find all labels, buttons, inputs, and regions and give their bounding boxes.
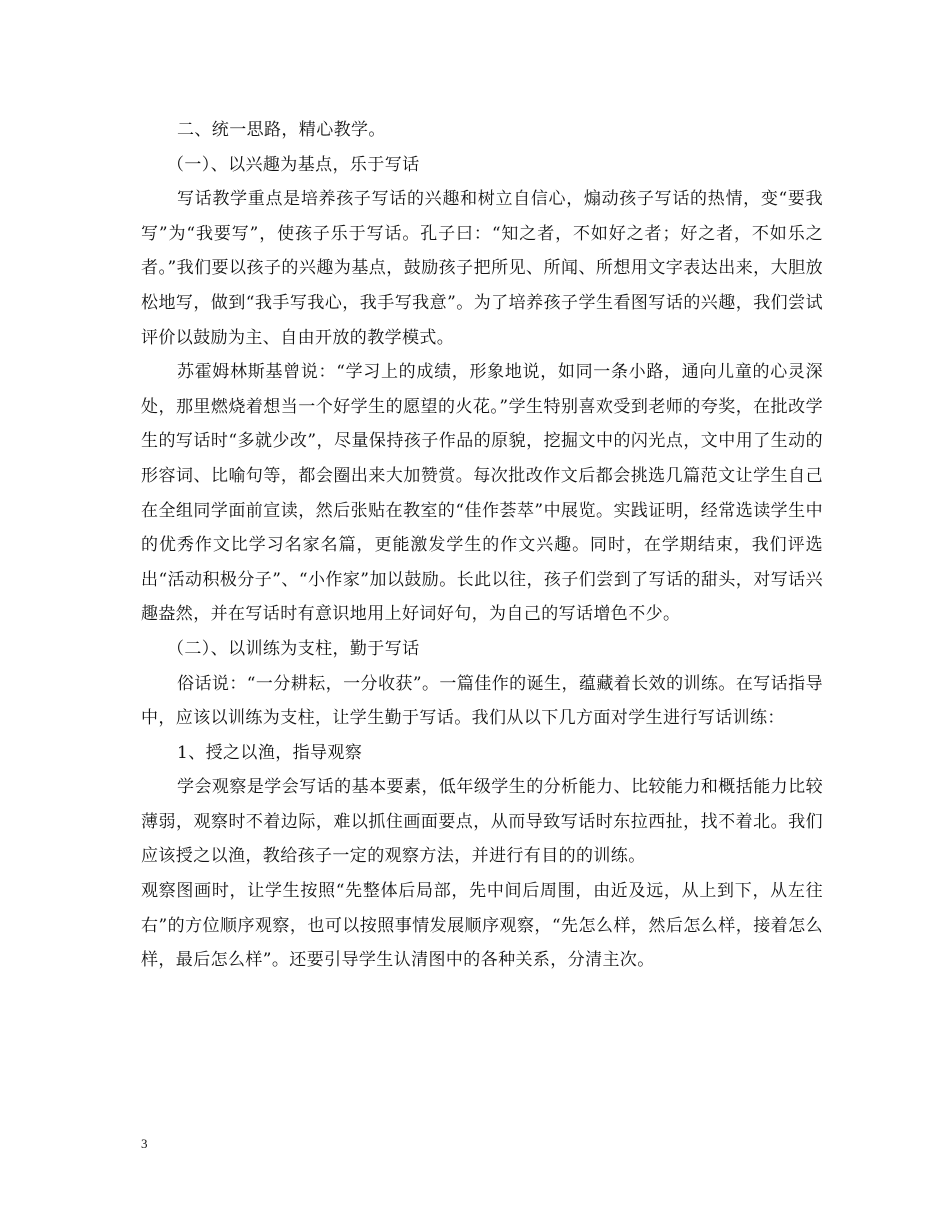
point-heading-observation: 1、授之以渔，指导观察 xyxy=(177,742,363,763)
section-heading: 二、统一思路，精心教学。 xyxy=(177,120,386,140)
subsection-heading-interest: （一）、以兴趣为基点，乐于写话 xyxy=(167,154,420,175)
paragraph-training-intro: 俗话说：“一分耕耘，一分收获”。一篇佳作的诞生，蕴藏着长效的训练。在写话指导中，应该以训练为支柱，让学生勤于写话。我们从以下几方面对学生进行写话训练： xyxy=(141,673,823,729)
document-body xyxy=(141,113,823,978)
paragraph-interest-basis: 写话教学重点是培养孩子写话的兴趣和树立自信心，煽动孩子写话的热情，变“要我写”为“我要写”，使孩子乐于写话。孔子曰：“知之者，不如好之者；好之者，不如乐之者。”我们要以孩子的兴趣为基点，鼓励孩子把所见、所闻、所想用文字表达出来，大胆放松地写，做到“我手写我心，我手写我意”。为了培养孩子学生看图写话的兴趣，我们尝试评价以鼓励为主、自由开放的教学模式。 xyxy=(141,189,823,348)
page-number: 3 xyxy=(141,1136,148,1151)
paragraph-observation-order: 观察图画时，让学生按照“先整体后局部，先中间后周围，由近及远，从上到下，从左往右”的方位顺序观察，也可以按照事情发展顺序观察，“先怎么样，然后怎么样，接着怎么样，最后怎么样”。还要引导学生认清图中的各种关系，分清主次。 xyxy=(141,881,823,971)
subsection-heading-training: （二）、以训练为支柱，勤于写话 xyxy=(167,638,420,659)
paragraph-observation-skills: 学会观察是学会写话的基本要素，低年级学生的分析能力、比较能力和概括能力比较薄弱，观察时不着边际，难以抓住画面要点，从而导致写话时东拉西扯，找不着北。我们应该授之以渔，教给孩子一定的观察方法，并进行有目的的训练。 xyxy=(141,777,823,867)
paragraph-praise-encouragement: 苏霍姆林斯基曾说：“学习上的成绩，形象地说，如同一条小路，通向儿童的心灵深处，那里燃烧着想当一个好学生的愿望的火花。”学生特别喜欢受到老师的夸奖，在批改学生的写话时“多就少改”，尽量保持孩子作品的原貌，挖掘文中的闪光点，文中用了生动的形容词、比喻句等，都会圈出来大加赞赏。每次批改作文后都会挑选几篇范文让学生自己在全组同学面前宣读，然后张贴在教室的“佳作荟萃”中展览。实践证明，经常选读学生中的优秀作文比学习名家名篇，更能激发学生的作文兴趣。同时，在学期结束，我们评选出“活动积极分子”、“小作家”加以鼓励。长此以往，孩子们尝到了写话的甜头，对写话兴趣盎然，并在写话时有意识地用上好词好句，为自己的写话增色不少。 xyxy=(141,362,823,625)
